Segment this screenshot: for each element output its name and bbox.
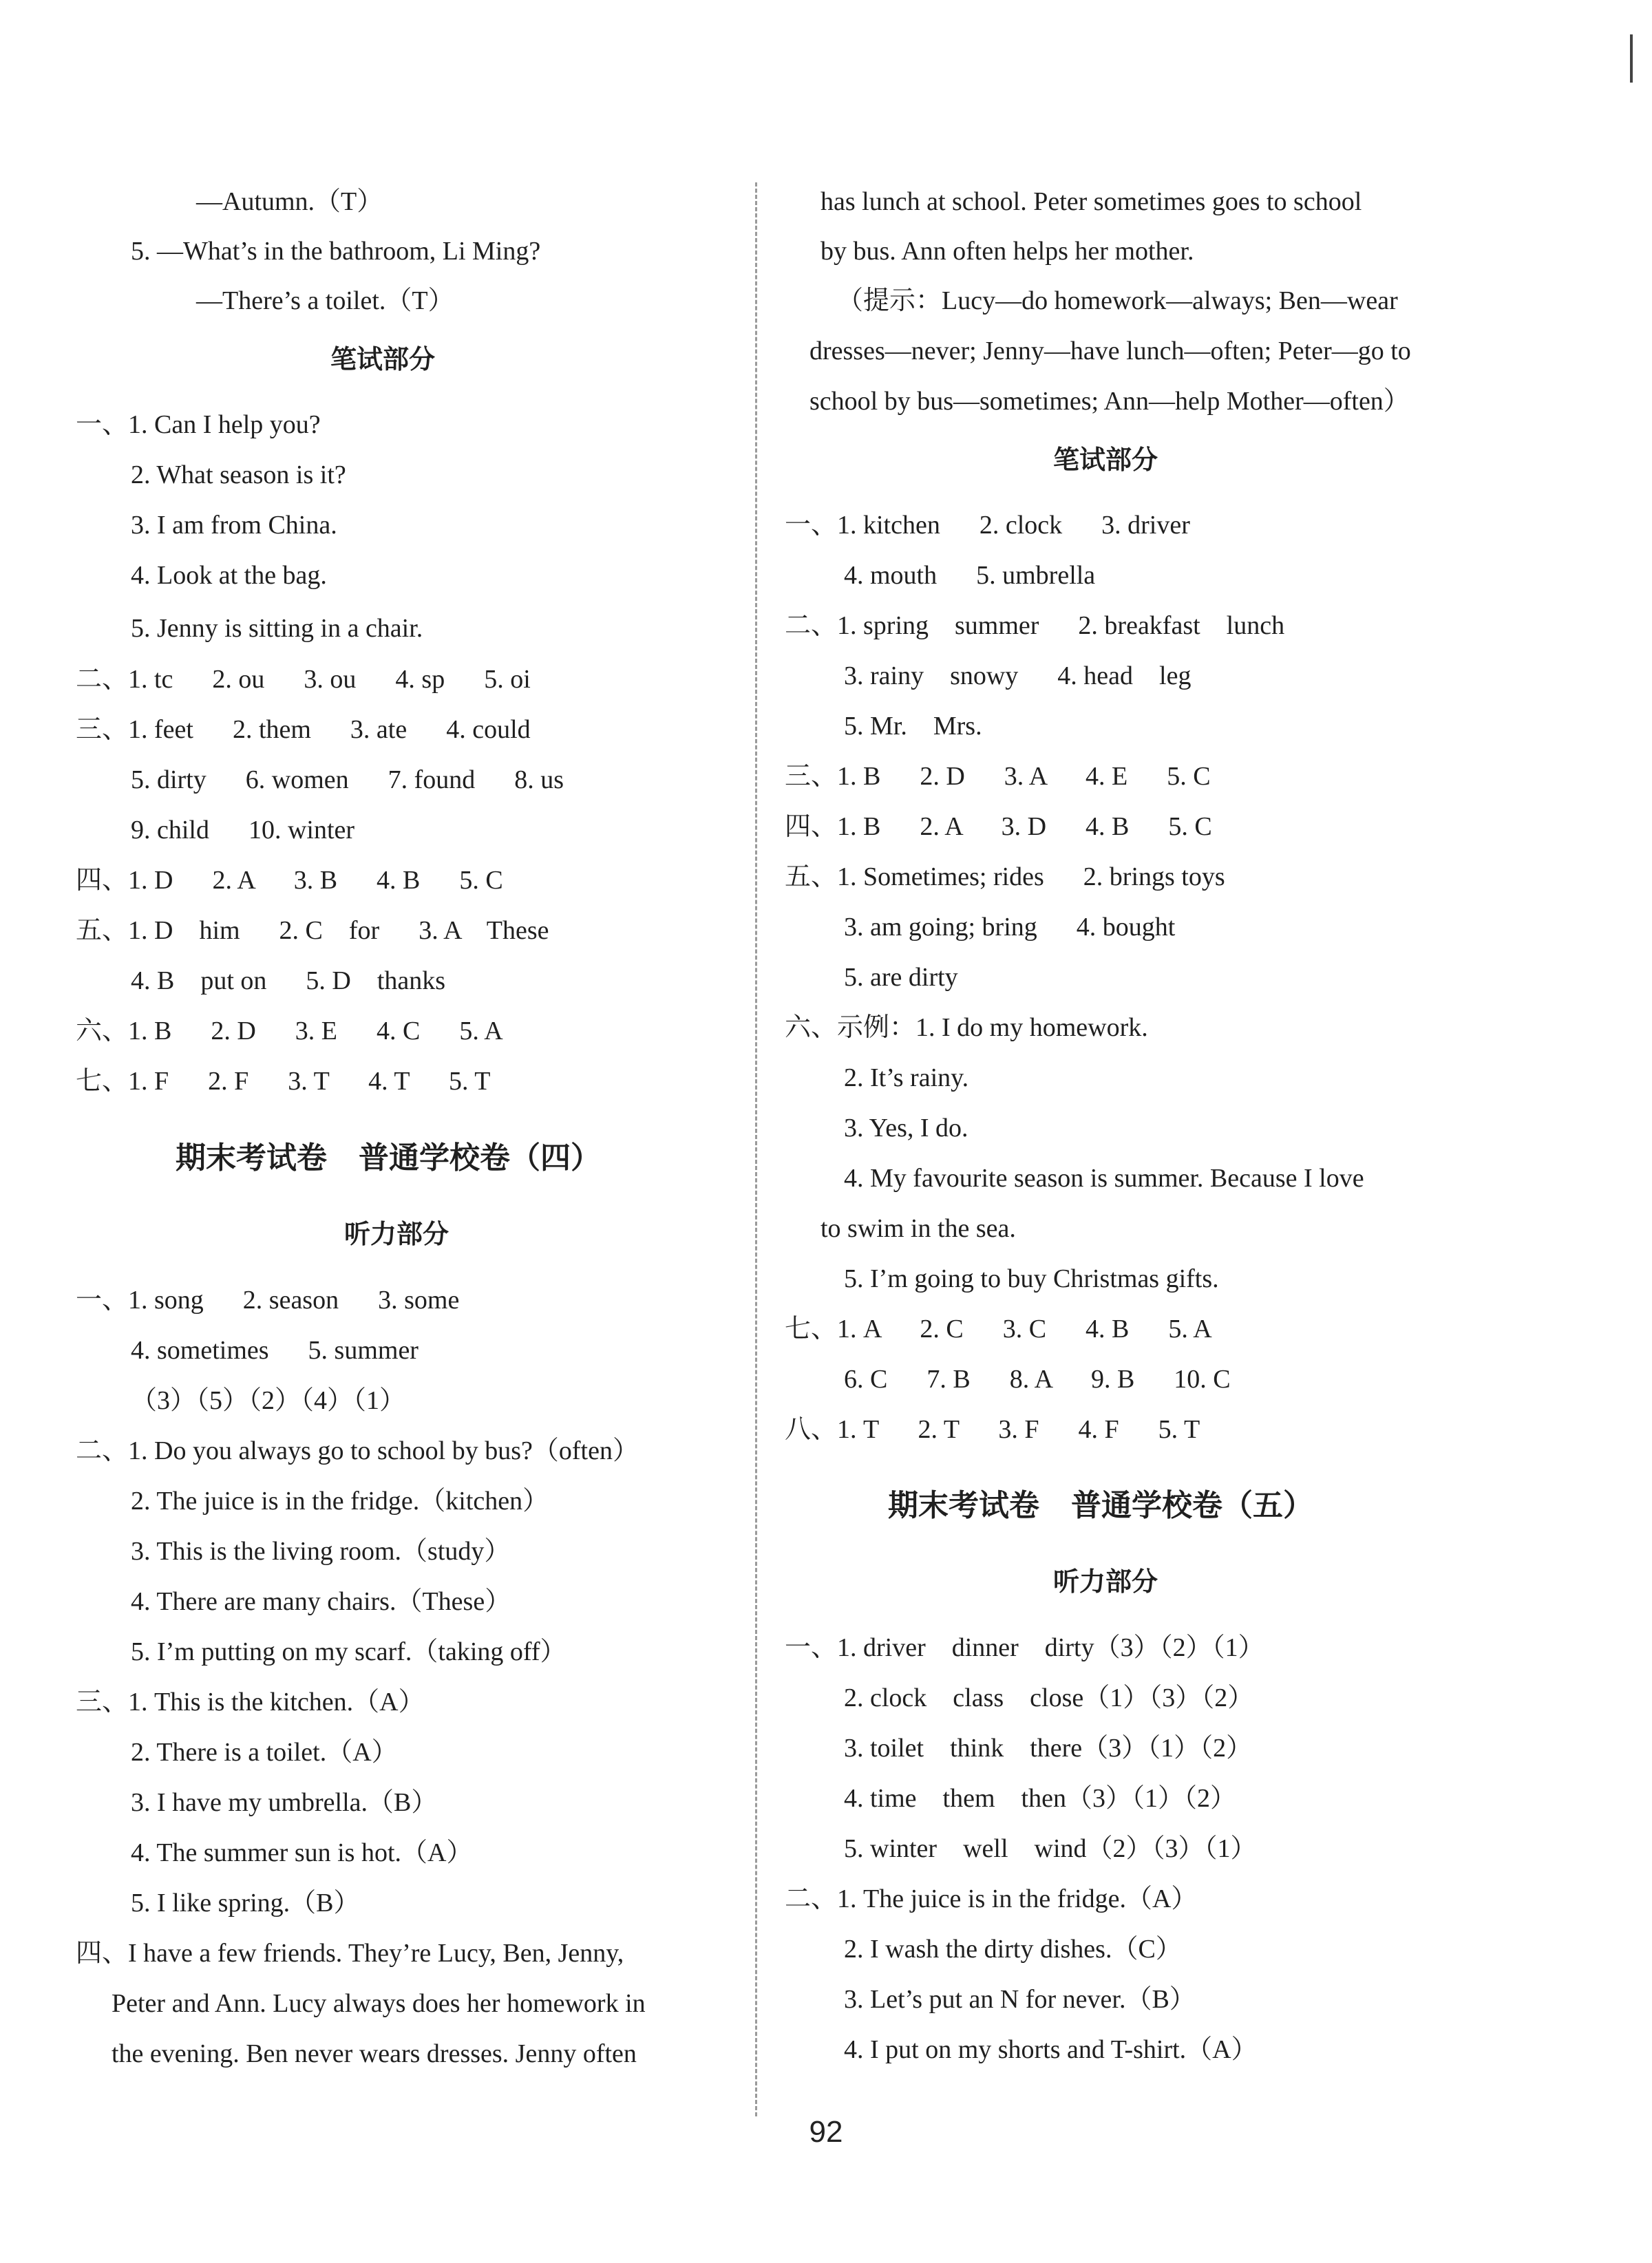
answer-line: 5. Mr. Mrs. xyxy=(844,712,982,741)
answer-line: 4. sometimes 5. summer xyxy=(131,1336,419,1365)
right-column xyxy=(757,0,1652,2263)
answer-line: 二、1. spring summer 2. breakfast lunch xyxy=(785,611,1285,640)
answer-line: 5. Jenny is sitting in a chair. xyxy=(131,614,423,643)
answer-line: 4. B put on 5. D thanks xyxy=(131,966,446,995)
answer-line: 4. Look at the bag. xyxy=(131,561,327,590)
answer-line: 三、1. This is the kitchen.（A） xyxy=(76,1688,425,1717)
answer-line: 三、1. B 2. D 3. A 4. E 5. C xyxy=(785,762,1211,791)
scan-edge-mark xyxy=(1630,34,1633,83)
answer-line: 三、1. feet 2. them 3. ate 4. could xyxy=(76,715,531,744)
answer-line: 2. What season is it? xyxy=(131,460,346,489)
answer-line: 一、1. driver dinner dirty（3）（2）（1） xyxy=(785,1633,1264,1662)
answer-line: has lunch at school. Peter sometimes goes to school xyxy=(820,187,1362,216)
answer-line: 2. It’s rainy. xyxy=(844,1063,969,1092)
answer-line: 5. winter well wind（2）（3）（1） xyxy=(844,1834,1257,1863)
left-column xyxy=(0,0,754,2263)
section-heading: 听力部分 xyxy=(1053,1566,1158,1597)
answer-line: 2. The juice is in the fridge.（kitchen） xyxy=(131,1487,549,1516)
answer-line: 5. I’m putting on my scarf.（taking off） xyxy=(131,1637,566,1666)
answer-line: 6. C 7. B 8. A 9. B 10. C xyxy=(844,1365,1231,1394)
answer-line: by bus. Ann often helps her mother. xyxy=(820,237,1194,266)
answer-line: 二、1. The juice is in the fridge.（A） xyxy=(785,1884,1198,1913)
answer-line: the evening. Ben never wears dresses. Jenny often xyxy=(112,2039,637,2068)
answer-line: 5. are dirty xyxy=(844,963,958,992)
answer-line: （提示：Lucy—do homework—always; Ben—wear xyxy=(837,286,1398,315)
answer-line: 4. I put on my shorts and T-shirt.（A） xyxy=(844,2035,1258,2064)
answer-line: 二、1. tc 2. ou 3. ou 4. sp 5. oi xyxy=(76,665,531,694)
answer-line: 3. I am from China. xyxy=(131,511,337,540)
answer-line: 5. dirty 6. women 7. found 8. us xyxy=(131,765,564,794)
answer-line: 一、1. song 2. season 3. some xyxy=(76,1286,460,1315)
answer-line: 二、1. Do you always go to school by bus?（often） xyxy=(76,1436,639,1465)
answer-line: —Autumn.（T） xyxy=(196,187,383,216)
answer-line: 4. mouth 5. umbrella xyxy=(844,561,1096,590)
answer-line: 六、1. B 2. D 3. E 4. C 5. A xyxy=(76,1017,503,1045)
answer-line: 3. rainy snowy 4. head leg xyxy=(844,661,1192,690)
answer-line: 4. time them then（3）（1）（2） xyxy=(844,1784,1236,1813)
exam-title: 期末考试卷 普通学校卷（五） xyxy=(888,1488,1313,1523)
answer-line: 七、1. A 2. C 3. C 4. B 5. A xyxy=(785,1315,1212,1343)
answer-line: dresses—never; Jenny—have lunch—often; Peter—go to xyxy=(809,337,1411,365)
answer-line: 4. The summer sun is hot.（A） xyxy=(131,1838,473,1867)
answer-line: 一、1. Can I help you? xyxy=(76,410,321,439)
section-heading: 笔试部分 xyxy=(330,344,436,374)
section-heading: 笔试部分 xyxy=(1053,445,1158,475)
answer-line: 5. I like spring.（B） xyxy=(131,1889,360,1917)
answer-line: 3. Let’s put an N for never.（B） xyxy=(844,1985,1196,2014)
answer-line: 2. I wash the dirty dishes.（C） xyxy=(844,1935,1182,1964)
answer-line: （3）（5）（2）（4）（1） xyxy=(131,1386,406,1415)
answer-line: —There’s a toilet.（T） xyxy=(196,286,454,315)
answer-line: 9. child 10. winter xyxy=(131,816,355,844)
answer-line: 八、1. T 2. T 3. F 4. F 5. T xyxy=(785,1415,1200,1444)
page-number: 92 xyxy=(809,2115,843,2149)
answer-line: 3. I have my umbrella.（B） xyxy=(131,1788,438,1817)
answer-line: 一、1. kitchen 2. clock 3. driver xyxy=(785,511,1190,540)
answer-line: school by bus—sometimes; Ann—help Mother—often） xyxy=(809,387,1410,416)
answer-line: 4. There are many chairs.（These） xyxy=(131,1587,511,1616)
answer-line: 3. am going; bring 4. bought xyxy=(844,913,1176,942)
answer-line: 四、1. D 2. A 3. B 4. B 5. C xyxy=(76,866,503,895)
answer-line: 五、1. Sometimes; rides 2. brings toys xyxy=(785,862,1225,891)
answer-line: 5. —What’s in the bathroom, Li Ming? xyxy=(131,237,541,266)
answer-line: 2. There is a toilet.（A） xyxy=(131,1738,398,1767)
answer-line: 四、1. B 2. A 3. D 4. B 5. C xyxy=(785,812,1212,841)
answer-line: 四、I have a few friends. They’re Lucy, Ben, Jenny, xyxy=(76,1939,624,1968)
answer-line: to swim in the sea. xyxy=(820,1214,1016,1243)
answer-line: 4. My favourite season is summer. Because I love xyxy=(844,1164,1364,1193)
answer-line: 五、1. D him 2. C for 3. A These xyxy=(76,916,549,945)
answer-line: 3. Yes, I do. xyxy=(844,1114,968,1143)
section-heading: 听力部分 xyxy=(344,1219,449,1249)
answer-line: Peter and Ann. Lucy always does her homework in xyxy=(112,1989,646,2018)
answer-line: 2. clock class close（1）（3）（2） xyxy=(844,1683,1254,1712)
answer-line: 3. toilet think there（3）（1）（2） xyxy=(844,1734,1253,1763)
answer-line: 5. I’m going to buy Christmas gifts. xyxy=(844,1264,1219,1293)
answer-line: 六、示例：1. I do my homework. xyxy=(785,1013,1148,1042)
answer-line: 3. This is the living room.（study） xyxy=(131,1537,511,1566)
answer-line: 七、1. F 2. F 3. T 4. T 5. T xyxy=(76,1067,491,1096)
exam-title: 期末考试卷 普通学校卷（四） xyxy=(176,1140,601,1176)
